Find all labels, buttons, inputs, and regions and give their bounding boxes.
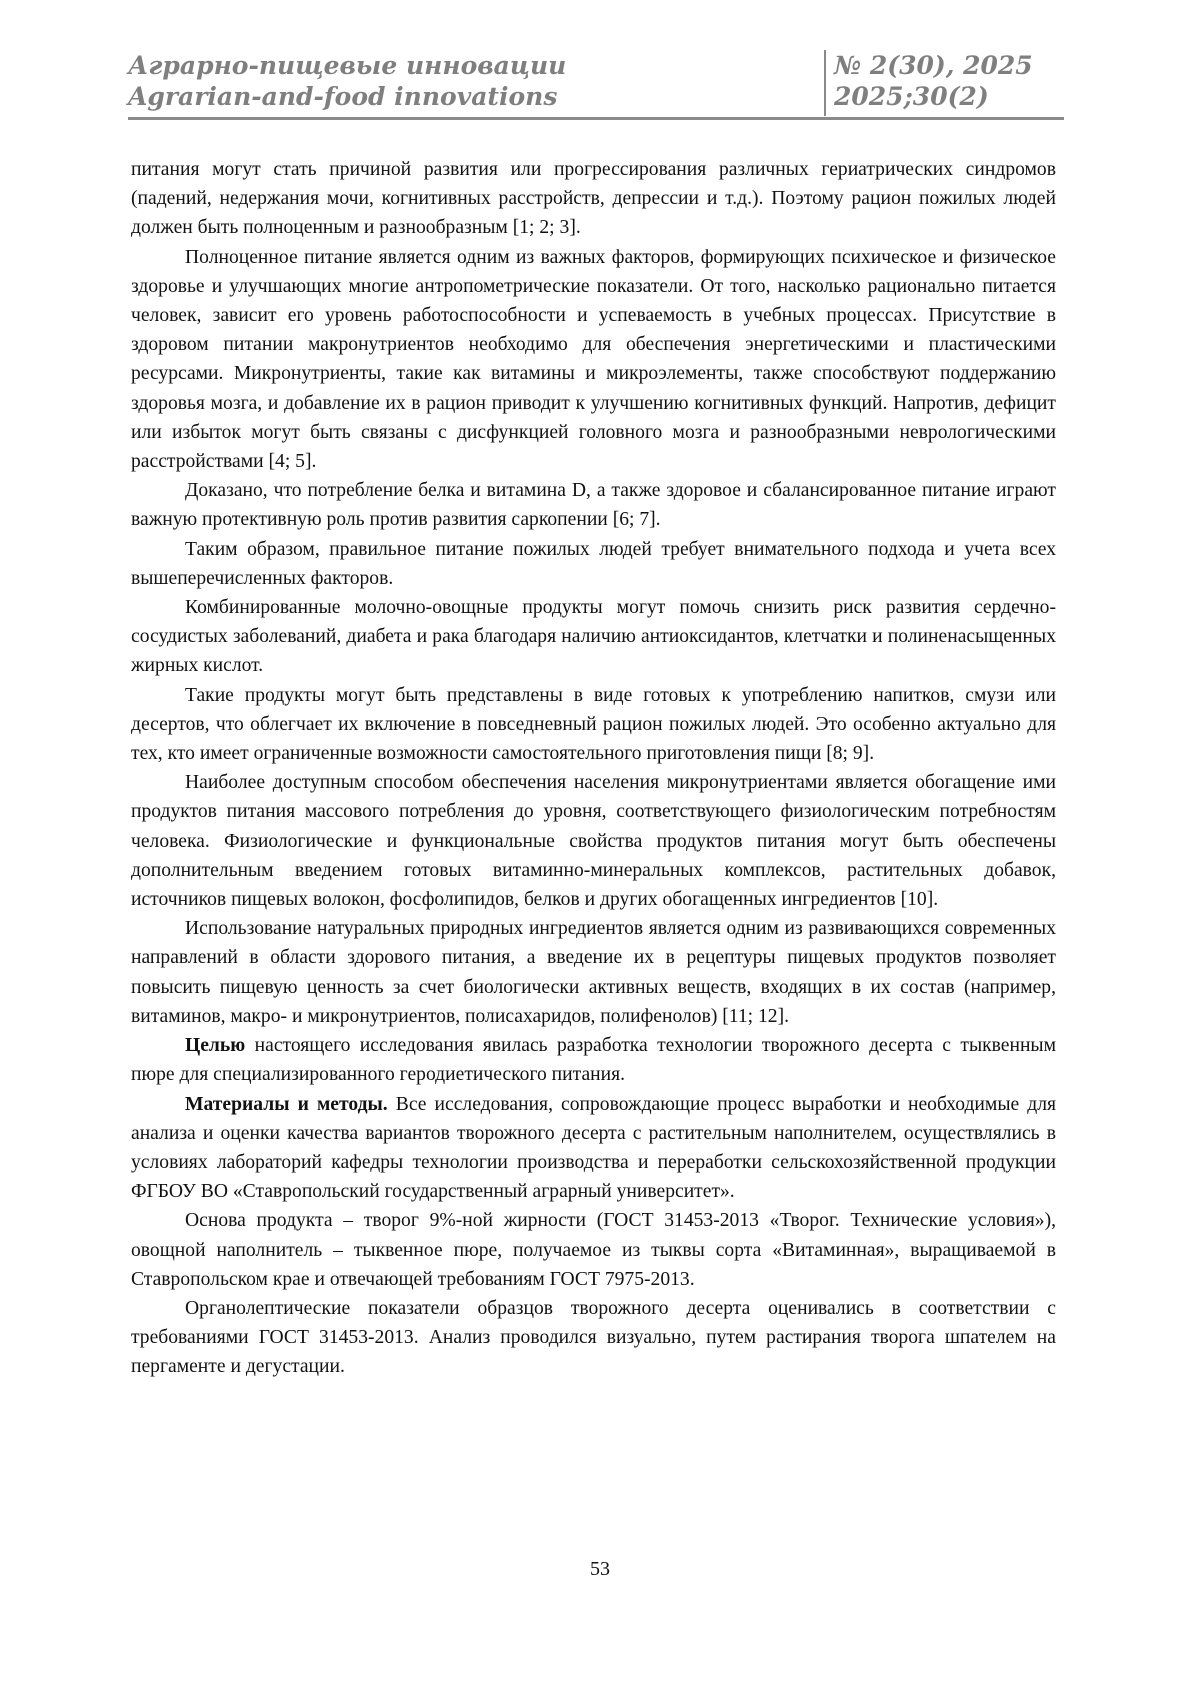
methods-lead: Материалы и методы. — [185, 1093, 388, 1115]
article-body — [131, 155, 1056, 1382]
issue-block — [834, 50, 1064, 112]
goal-paragraph — [131, 1031, 1056, 1089]
paragraph: Доказано, что потребление белка и витамина D, а также здоровое и сбалансированное питание играют важную протективную роль против развития саркопении [6; 7]. — [131, 480, 1056, 531]
paragraph: Такие продукты могут быть представлены в виде готовых к употреблению напитков, смузи или десертов, что облегчает их включение в повседневный рацион пожилых людей. Это особенно актуально для тех, кто имеет ограниченные возможности самостоятельного приготовления пищи [8; 9]. — [131, 684, 1056, 765]
paragraph: питания могут стать причиной развития или прогрессирования различных гериатрических синдромов (падений, недержания мочи, когнитивных расстройств, депрессии и т.д.). Поэтому рацион пожилых людей должен быть полноценным и разнообразным [1; 2; 3]. — [131, 159, 1056, 239]
header-divider-vertical — [824, 50, 826, 116]
journal-title-ru: Аграрно-пищевые инновации — [128, 51, 567, 80]
paragraph: Таким образом, правильное питание пожилых людей требует внимательного подхода и учета всех вышеперечисленных факторов. — [131, 538, 1056, 589]
goal-text: настоящего исследования явилась разработка технологии творожного десерта с тыквенным пюре для специализированного геродиетического питания. — [131, 1035, 1056, 1086]
journal-title-block — [128, 50, 818, 112]
methods-paragraph — [131, 1090, 1056, 1207]
paragraph: Основа продукта – творог 9%-ной жирности (ГОСТ 31453-2013 «Творог. Технические условия»), овощной наполнитель – тыквенное пюре, получаемое из тыквы сорта «Витаминная», выращиваемой в Ставропольском крае и отвечающей требованиям ГОСТ 7975-2013. — [131, 1210, 1056, 1290]
running-header — [128, 50, 1064, 120]
paragraph: Полноценное питание является одним из важных факторов, формирующих психическое и физическое здоровье и улучшающих многие антропометрические показатели. От того, насколько рационально питается человек, зависит его уровень работоспособности и успеваемость в учебных процессах. Присутствие в здоровом питании макронутриентов необходимо для обеспечения энергетическими и пластическими ресурсами. Микронутриенты, такие как витамины и микроэлементы, также способствуют поддержанию здоровья мозга, и добавление их в рацион приводит к улучшению когнитивных функций. Напротив, дефицит или избыток могут быть связаны с дисфункцией головного мозга и разнообразными неврологическими расстройствами [4; 5]. — [131, 246, 1056, 473]
page-number: 53 — [590, 1558, 610, 1580]
header-rule — [128, 117, 1064, 120]
journal-title-en: Agrarian-and-food innovations — [128, 82, 558, 111]
issue-number-ru: № 2(30), 2025 — [834, 51, 1033, 80]
paragraph: Использование натуральных природных ингредиентов является одним из развивающихся современных направлений в области здорового питания, а введение их в рецептуры пищевых продуктов позволяет повысить пищевую ценность за счет биологически активных веществ, входящих в их состав (например, витаминов, макро- и микронутриентов, полисахаридов, полифенолов) [11; 12]. — [131, 918, 1056, 1027]
methods-text: Все исследования, сопровождающие процесс выработки и необходимые для анализа и оценки качества вариантов творожного десерта с растительным наполнителем, осуществлялись в условиях лабораторий кафедры технологии производства и переработки сельскохозяйственной продукции ФГБОУ ВО «Ставропольский государственный аграрный университет». — [131, 1093, 1056, 1203]
paragraph: Комбинированные молочно-овощные продукты могут помочь снизить риск развития сердечно-сосудистых заболеваний, диабета и рака благодаря наличию антиоксидантов, клетчатки и полиненасыщенных жирных кислот. — [131, 597, 1056, 677]
paragraph: Наиболее доступным способом обеспечения населения микронутриентами является обогащение ими продуктов питания массового потребления до уровня, соответствующего физиологическим потребностям человека. Физиологические и функциональные свойства продуктов питания могут быть обеспечены дополнительным введением готовых витаминно-минеральных комплексов, растительных добавок, источников пищевых волокон, фосфолипидов, белков и других обогащенных ингредиентов [10]. — [131, 772, 1056, 911]
issue-number-en: 2025;30(2) — [834, 82, 989, 111]
paragraph: Органолептические показатели образцов творожного десерта оценивались в соответствии с требованиями ГОСТ 31453-2013. Анализ проводился визуально, путем растирания творога шпателем на пергаменте и дегустации. — [131, 1297, 1056, 1378]
goal-lead: Целью — [185, 1035, 246, 1057]
